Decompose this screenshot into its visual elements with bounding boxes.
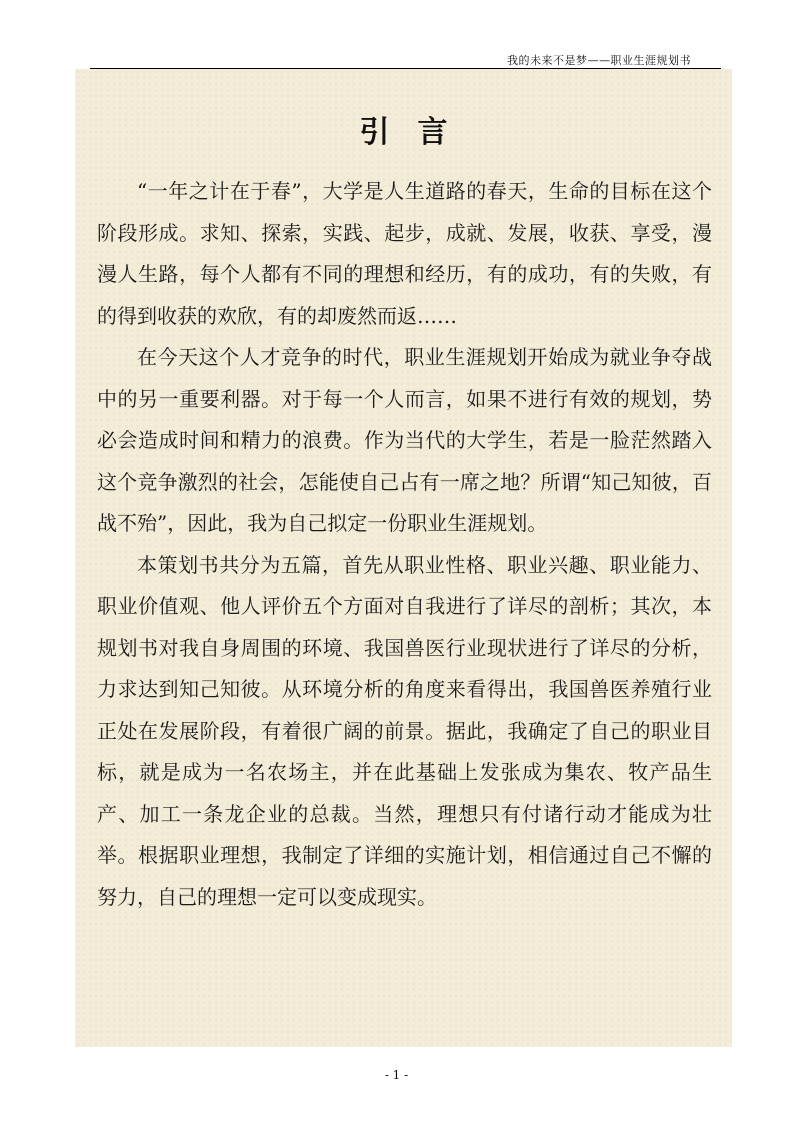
page-number: - 1 - — [384, 1068, 409, 1082]
header-text: 我的未来不是梦——职业生涯规划书 — [507, 54, 691, 67]
content-area — [75, 69, 732, 1047]
paragraph: 本策划书共分为五篇，首先从职业性格、职业兴趣、职业能力、职业价值观、他人评价五个方面对自我进行了详尽的剖析；其次，本规划书对我自身周围的环境、我国兽医行业现状进行了详尽的分析，力求达到知己知彼。从环境分析的角度来看得出，我国兽医养殖行业正处在发展阶段，有着很广阔的前景。据此，我确定了自己的职业目标，就是成为一名农场主，并在此基础上发张成为集农、牧产品生产、加工一条龙企业的总裁。当然，理想只有付诸行动才能成为壮举。根据职业理想，我制定了详细的实施计划，相信通过自己不懈的努力，自己的理想一定可以变成现实。 — [97, 552, 712, 909]
page-title: 引言 — [359, 115, 476, 150]
body-text — [97, 171, 712, 918]
paragraph: 在今天这个人才竞争的时代，职业生涯规划开始成为就业争夺战中的另一重要利器。对于每一个人而言，如果不进行有效的规划，势必会造成时间和精力的浪费。作为当代的大学生，若是一脸茫然踏入这个竞争激烈的社会，怎能使自己占有一席之地？所谓“知己知彼，百战不殆”，因此，我为自己拟定一份职业生涯规划。 — [97, 345, 712, 535]
paragraph: “一年之计在于春”，大学是人生道路的春天，生命的目标在这个阶段形成。求知、探索，实践、起步，成就、发展，收获、享受，漫漫人生路，每个人都有不同的理想和经历，有的成功，有的失败，有的得到收获的欢欣，有的却废然而返…… — [97, 179, 712, 328]
page-header — [90, 48, 721, 69]
